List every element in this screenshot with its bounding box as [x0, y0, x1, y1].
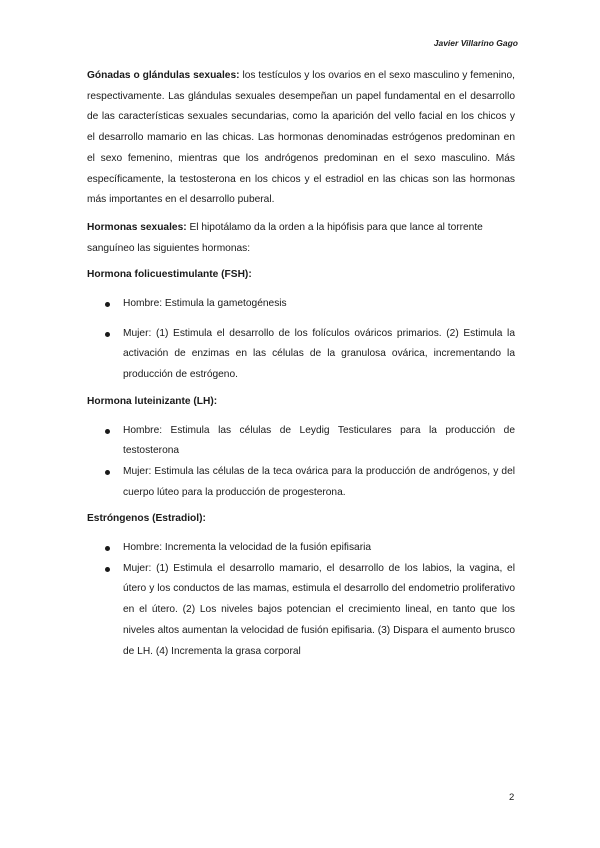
- paragraph-gonadas: [87, 66, 515, 211]
- text-hormonas: El hipotálamo da la orden a la hipófisis para que lance al torrente sanguíneo las siguientes hormonas:: [87, 221, 483, 254]
- list-item: Mujer: Estimula las células de la teca ovárica para la producción de andrógenos, y del cuerpo lúteo para la producción de progesterona.: [105, 462, 515, 503]
- heading-estrogenos: Estróngenos (Estradiol):: [87, 513, 206, 525]
- list-estrogenos: [87, 538, 515, 662]
- list-lh: [87, 421, 515, 504]
- term-hormonas: Hormonas sexuales:: [87, 221, 187, 233]
- list-item: Mujer: (1) Estimula el desarrollo de los folículos ováricos primarios. (2) Estimula la activación de enzimas en las células de la granulosa ovárica, incrementando la producción de estrógeno.: [105, 324, 515, 386]
- paragraph-hormonas: [87, 218, 515, 259]
- document-body: [87, 66, 515, 668]
- header-author: Javier Villarino Gago: [433, 38, 518, 48]
- text-gonadas: los testículos y los ovarios en el sexo masculino y femenino, respectivamente. Las glándulas sexuales desempeñan un papel fundamental en el desarrollo de las características sexuales secundarias, como la aparición del vello facial en los chicos y el desarrollo mamario en las chicas. Las hormonas denominadas estrógenos predominan en el sexo femenino, mientras que los andrógenos predominan en el sexo masculino. Más específicamente, la testosterona en los chicos y el estradiol en las chicas son las hormonas más importantes en el desarrollo puberal.: [87, 70, 516, 206]
- term-gonadas: Gónadas o glándulas sexuales:: [87, 70, 240, 81]
- list-item: Hombre: Estimula la gametogénesis: [105, 294, 515, 315]
- list-fsh: [87, 294, 515, 386]
- list-item: Hombre: Incrementa la velocidad de la fusión epifisaria: [105, 538, 515, 559]
- list-item: Mujer: (1) Estimula el desarrollo mamario, el desarrollo de los labios, la vagina, el útero y los conductos de las mamas, estimula el desarrollo del endometrio proliferativo en el útero. (2) Los niveles bajos potencian el crecimiento lineal, en tanto que los niveles altos aumentan la velocidad de fusión epifisaria. (3) Dispara el aumento brusco de LH. (4) Incrementa la grasa corporal: [105, 559, 515, 663]
- heading-lh: Hormona luteinizante (LH):: [87, 395, 218, 407]
- heading-fsh: Hormona folicuestimulante (FSH):: [87, 269, 252, 281]
- page-number: 2: [509, 792, 515, 803]
- list-item: Hombre: Estimula las células de Leydig Testiculares para la producción de testosterona: [105, 421, 515, 462]
